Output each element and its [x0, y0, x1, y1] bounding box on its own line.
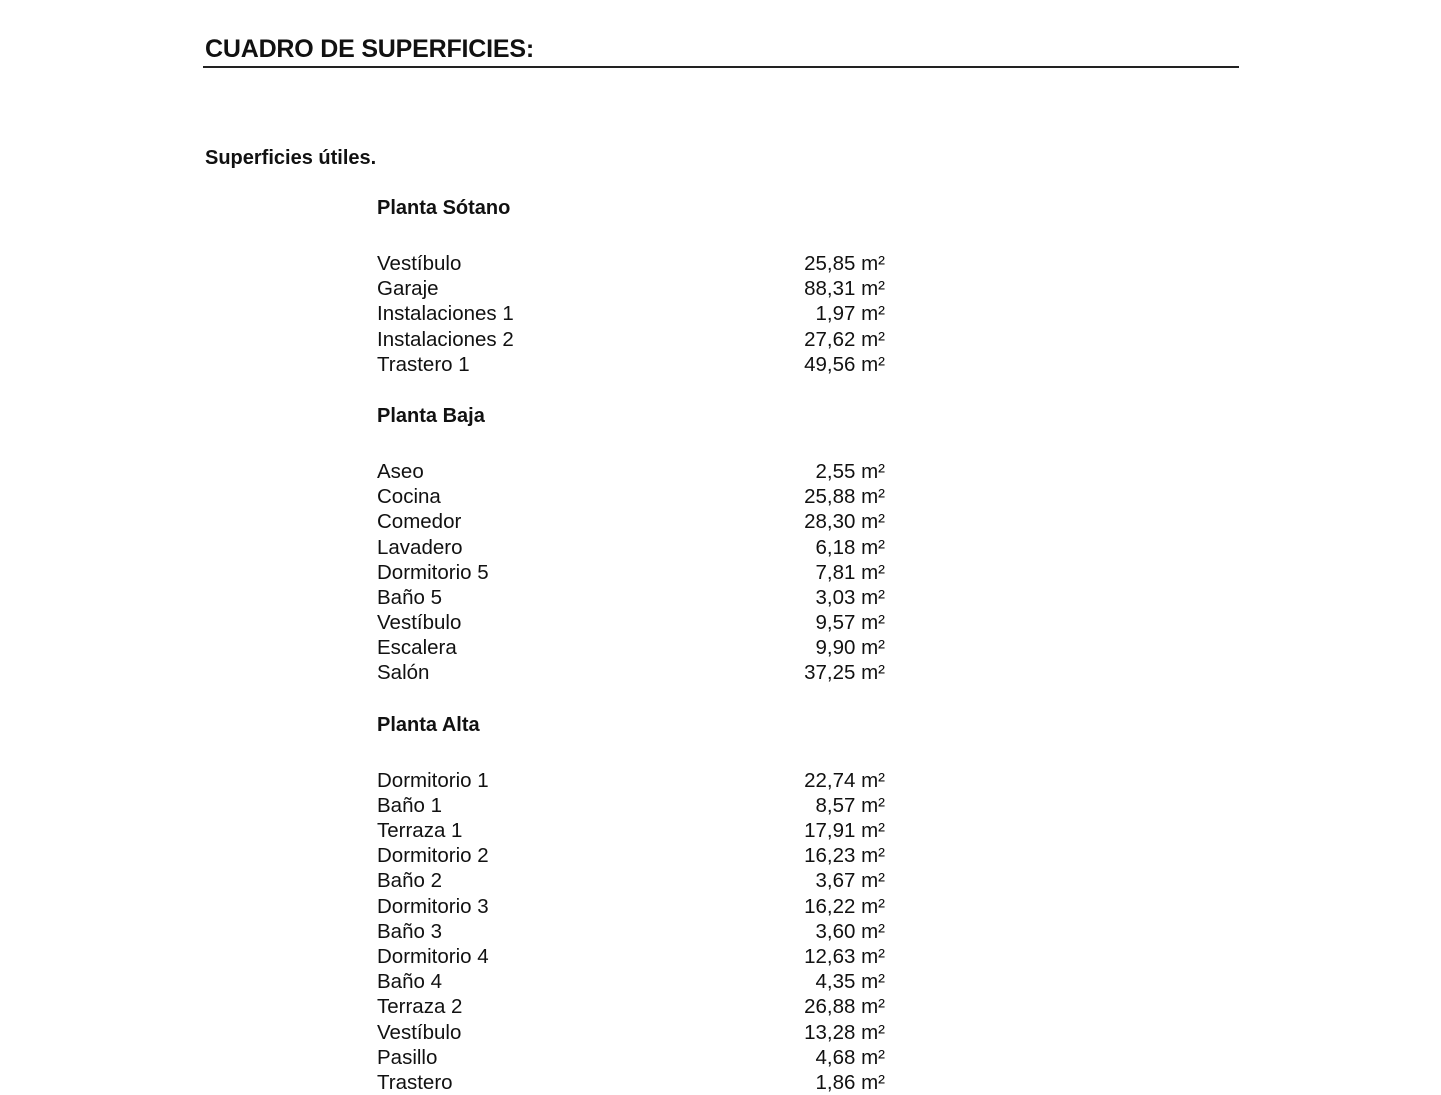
room-row [377, 535, 885, 560]
room-name: Instalaciones 2 [377, 327, 514, 351]
room-name: Dormitorio 5 [377, 560, 489, 584]
room-name: Aseo [377, 459, 424, 483]
floor-list [377, 194, 885, 1095]
floor-heading: Planta Sótano [377, 197, 511, 219]
room-row [377, 843, 885, 868]
room-name: Lavadero [377, 535, 463, 559]
room-name: Dormitorio 3 [377, 894, 489, 918]
room-name: Terraza 1 [377, 819, 463, 842]
room-name: Salón [377, 661, 430, 685]
room-area: 28,30 m² [804, 510, 885, 534]
room-area: 12,63 m² [804, 944, 885, 968]
room-name: Trastero [377, 1070, 453, 1094]
room-name: Dormitorio 2 [377, 844, 489, 868]
room-area: 26,88 m² [804, 995, 885, 1019]
room-area: 49,56 m² [804, 352, 885, 376]
room-row [377, 944, 885, 969]
room-row [377, 768, 885, 793]
room-area: 4,68 m² [815, 1045, 885, 1069]
room-area: 17,91 m² [804, 819, 885, 842]
room-row [377, 585, 885, 610]
room-name: Vestíbulo [377, 611, 462, 635]
room-row [377, 660, 885, 685]
room-area: 3,60 m² [815, 919, 885, 943]
room-name: Baño 4 [377, 970, 442, 994]
room-name: Cocina [377, 485, 441, 509]
room-area: 9,90 m² [815, 636, 885, 660]
room-name: Baño 1 [377, 793, 442, 817]
room-row [377, 894, 885, 919]
room-row [377, 509, 885, 534]
room-area: 25,85 m² [804, 252, 885, 275]
room-row [377, 1045, 885, 1070]
room-area: 13,28 m² [804, 1020, 885, 1044]
room-name: Terraza 2 [377, 995, 463, 1019]
room-row [377, 1070, 885, 1095]
room-row [377, 327, 885, 352]
room-area: 3,67 m² [815, 869, 885, 893]
room-area: 8,57 m² [815, 793, 885, 817]
room-row [377, 459, 885, 484]
room-area: 1,86 m² [815, 1070, 885, 1094]
room-name: Garaje [377, 277, 439, 301]
room-row [377, 1020, 885, 1045]
room-row [377, 969, 885, 994]
room-area: 7,81 m² [815, 560, 885, 584]
room-name: Comedor [377, 510, 462, 534]
room-area: 16,23 m² [804, 844, 885, 868]
room-name: Vestíbulo [377, 1020, 462, 1044]
room-area: 6,18 m² [815, 535, 885, 559]
room-name: Escalera [377, 636, 457, 660]
room-row [377, 994, 885, 1019]
room-name: Instalaciones 1 [377, 302, 514, 326]
room-name: Baño 5 [377, 585, 442, 609]
room-name: Baño 3 [377, 919, 442, 943]
room-name: Trastero 1 [377, 352, 470, 376]
room-area: 27,62 m² [804, 327, 885, 351]
room-name: Pasillo [377, 1045, 438, 1069]
room-area: 37,25 m² [804, 661, 885, 685]
room-name: Baño 2 [377, 869, 442, 893]
floor-section-baja [377, 402, 885, 686]
room-area: 16,22 m² [804, 894, 885, 918]
room-area: 1,97 m² [815, 302, 885, 326]
floor-section-sotano [377, 194, 885, 377]
room-name: Dormitorio 1 [377, 768, 489, 792]
room-row [377, 635, 885, 660]
room-row [377, 610, 885, 635]
room-row [377, 352, 885, 377]
section-heading: Superficies útiles. [205, 147, 377, 169]
floor-section-alta [377, 711, 885, 1095]
room-row [377, 251, 885, 276]
room-row [377, 560, 885, 585]
room-row [377, 793, 885, 818]
room-area: 2,55 m² [815, 459, 885, 483]
floor-heading: Planta Alta [377, 713, 480, 736]
room-row [377, 818, 885, 843]
room-row [377, 919, 885, 944]
room-area: 25,88 m² [804, 485, 885, 509]
room-area: 4,35 m² [815, 970, 885, 994]
room-area: 22,74 m² [804, 768, 885, 792]
document-title: CUADRO DE SUPERFICIES: [205, 35, 534, 63]
room-area: 3,03 m² [815, 585, 885, 609]
room-name: Dormitorio 4 [377, 944, 489, 968]
room-row [377, 484, 885, 509]
room-area: 88,31 m² [804, 277, 885, 301]
room-row [377, 301, 885, 326]
room-row [377, 868, 885, 893]
room-name: Vestíbulo [377, 252, 462, 275]
room-row [377, 276, 885, 301]
room-area: 9,57 m² [815, 611, 885, 635]
title-underline [203, 66, 1239, 68]
floor-heading: Planta Baja [377, 404, 485, 427]
